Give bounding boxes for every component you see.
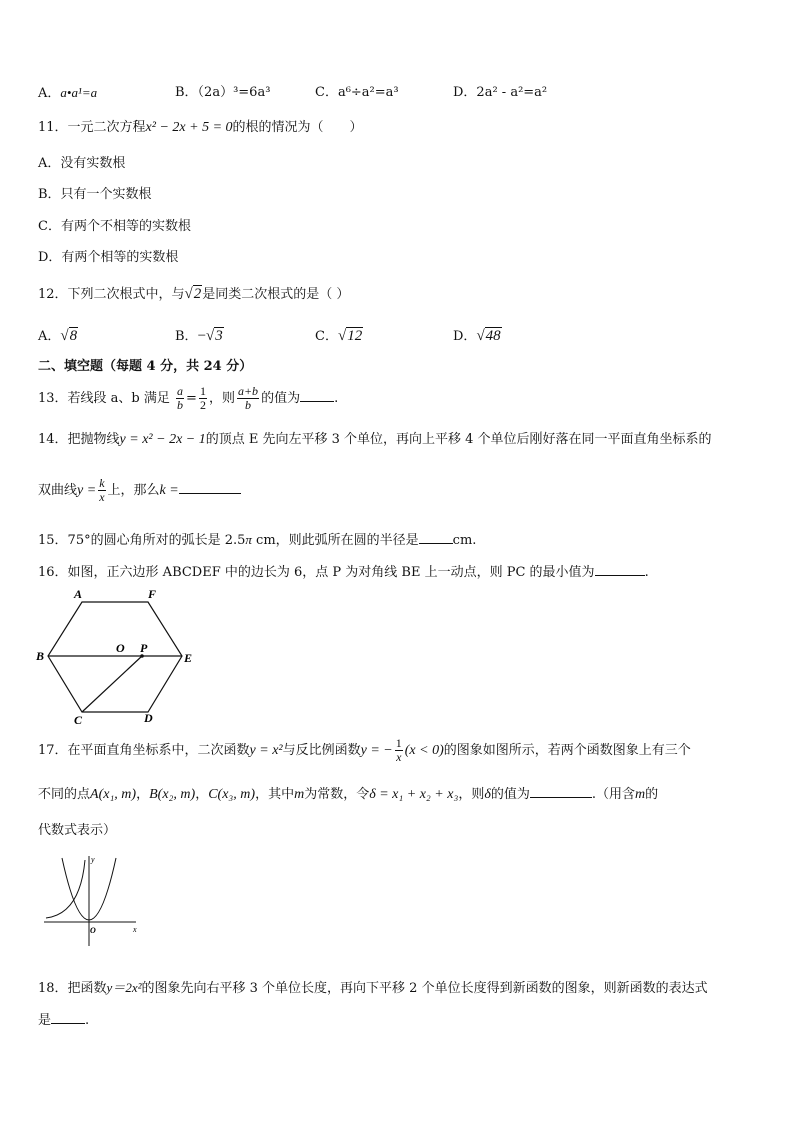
graph-x-label: x [133,925,137,934]
q12-option-c: C．√12 [315,328,363,344]
label-a: A [74,587,83,601]
q16-answer-blank[interactable] [595,563,645,576]
hyperbola-curve [46,860,85,918]
q11-option-b: B．只有一个实数根 [38,187,152,202]
hexagon-figure [34,586,204,726]
q14-stem-line2: 双曲线y = $\frac{k}{x}$ 上，那么k = [38,476,241,506]
label-o: O [116,641,125,655]
q10-option-c: C．a⁶÷a²=a³ [315,85,399,100]
q14-stem-line1: 14．把抛物线y = x² − 2x − 1的顶点 E 先向左平移 3 个单位，再向上平移 4 个单位后刚好落在同一平面直角坐标系的 [38,432,712,447]
label-p: P [140,641,148,655]
label-c: C [74,713,83,726]
q12-option-a: A．√8 [38,328,78,344]
q18-stem-line1: 18．把函数y＝2x²的图象先向右平移 3 个单位长度，再向下平移 2 个单位长度得到新函数的图象，则新函数的表达式 [38,980,708,996]
label-d: D [144,711,153,725]
hexagon-shape [48,602,182,712]
section-heading: 二、填空题（每题 4 分，共 24 分） [38,359,253,374]
function-graph [40,852,150,948]
q12-stem: 12．下列二次根式中，与√2是同类二次根式的是（ ） [38,286,350,302]
q17-stem-line1: 17．在平面直角坐标系中，二次函数y = x²与反比例函数y = − $\frac{1}{x}$ (x < 0)的图象如图所示，若两个函数图象上有三个 [38,736,691,764]
q14-answer-blank[interactable] [179,481,241,494]
label-f: F [148,587,157,601]
q15-stem: 15．75°的圆心角所对的弧长是 2.5π cm，则此弧所在圆的半径是 cm. [38,532,477,548]
q12-option-b: B．−√3 [175,328,223,344]
q10-option-a: A．a•a¹=a [38,85,98,101]
q13-stem: 13．若线段 a、b 满足 $\frac{a}{b}$ = $\frac{1}{2}$ ，则 $\frac{a+b}{b}$ 的值为 . [38,384,339,412]
label-b: B [36,649,45,663]
q12-option-d: D．√48 [453,328,501,344]
q10-option-d: D．2a² - a²=a² [453,85,548,100]
q10-option-b: B．（2a）³=6a³ [175,85,271,100]
label-e: E [184,651,193,665]
q16-stem: 16．如图，正六边形 ABCDEF 中的边长为 6，点 P 为对角线 BE 上一动点，则 PC 的最小值为 . [38,565,649,580]
q11-option-d: D．有两个相等的实数根 [38,250,179,265]
q17-stem-line2: 不同的点A(x₁, m)，B(x₂, m)，C(x₃, m)，其中m为常数，令δ = x₁ + x₂ + x₃，则δ的值为 .（用含m的 [38,787,659,802]
q17-answer-blank[interactable] [530,785,592,798]
segment-pc [82,656,142,712]
q17-stem-line3: 代数式表示） [38,823,117,838]
q18-answer-blank[interactable] [51,1011,85,1024]
q11-option-c: C．有两个不相等的实数根 [38,219,191,234]
q13-answer-blank[interactable] [300,389,334,402]
graph-origin-label: O [90,926,96,935]
q11-option-a: A．没有实数根 [38,156,126,171]
graph-y-label: y [91,855,95,864]
q11-stem: 11．一元二次方程x² − 2x + 5 = 0的根的情况为（ ） [38,120,363,135]
q15-answer-blank[interactable] [419,531,453,544]
q18-stem-line2: 是 . [38,1013,90,1028]
